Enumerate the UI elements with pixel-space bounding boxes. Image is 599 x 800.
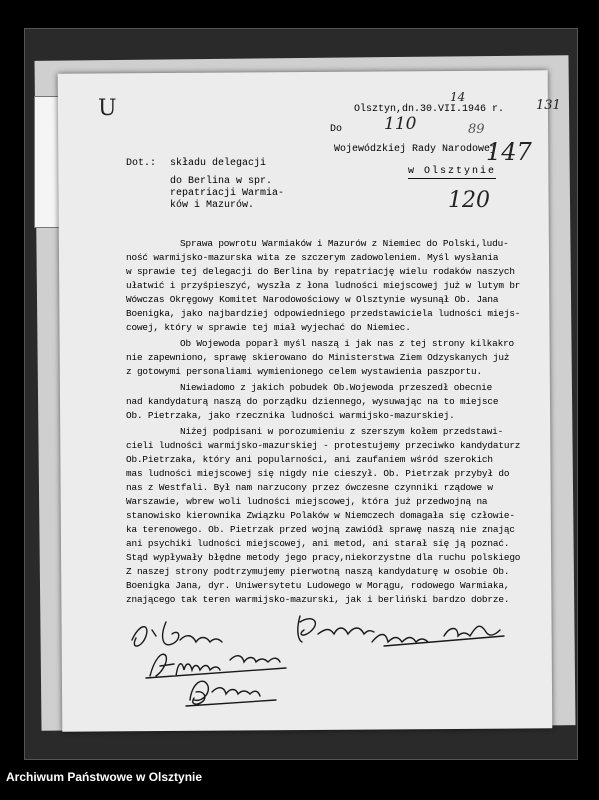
body-line: nad kandydaturą naszą do porządku dziennego, wysuwając na to miejsce xyxy=(126,396,499,407)
body-line: znającego tak teren warmijsko-mazurski, jak i berliński bardzo dobrze. xyxy=(126,594,510,605)
recipient-line: w Olsztynie xyxy=(408,166,497,177)
body-line: stanowisko kierownika Związku Polaków w Niemczech domagała się człowie- xyxy=(126,510,515,521)
archive-footer: Archiwum Państwowe w Olsztynie xyxy=(6,770,203,784)
body-line: Z naszej strony podtrzymujemy pierwotną naszą kandydaturę w osobie Ob. xyxy=(126,566,510,577)
body-line: Niewiadomo z jakich pobudek Ob.Wojewoda przeszedł obecnie xyxy=(180,382,493,393)
subject-line: repatriacji Warmia- xyxy=(170,188,285,199)
body-line: w sprawie tej delegacji do Berlina by repatriację wielu rodaków naszych xyxy=(126,266,515,277)
body-line: mas ludności miejscowej się nigdy nie cieszył. Ob. Pietrzak przybył do xyxy=(126,468,510,479)
handwritten-number: 131 xyxy=(536,98,561,113)
body-line: cowej, który w sprawie tej miał wyjechać do Niemiec. xyxy=(126,322,411,333)
handwritten-mark: 14 xyxy=(450,90,466,104)
subject-line: składu delegacji xyxy=(170,158,267,169)
body-line: ułatwić i przyśpieszyć, wyszła z łona ludności miejscowej już w lutym br xyxy=(126,280,521,291)
body-line: Boenigka, jako najbardziej odpowiedniego przedstawiciela ludności miejs- xyxy=(126,308,521,319)
recipient-line: Wojewódzkiej Rady Narodowej xyxy=(334,144,497,155)
body-line: Ob.Pietrzaka, który ani popularności, ani zaufaniem wśród szerokich xyxy=(126,454,493,465)
body-line: Ob. Pietrzaka, jako rzecznika ludności warmijsko-mazurskiej. xyxy=(126,410,455,421)
handwritten-to-number: 110 xyxy=(384,114,417,134)
body-line: Wówczas Okręgowy Komitet Narodowościowy w Olsztynie wysunął Ob. Jana xyxy=(126,294,499,305)
handwritten-mark: 120 xyxy=(448,188,490,213)
body-line: Ob Wojewoda poparł myśl naszą i jak nas z tej strony kilkakro xyxy=(180,338,515,349)
body-line: cieli ludności warmijsko-mazurskiej - protestujemy przeciwko kandydaturz xyxy=(126,440,521,451)
subject-label: Dot.: xyxy=(126,158,157,169)
handwritten-mark: 147 xyxy=(486,138,532,166)
body-line: ność warmijsko-mazurska wita ze szczerym zadowoleniem. Myśl wysłania xyxy=(126,252,499,263)
subject-line: ków i Mazurów. xyxy=(170,200,255,211)
body-line: Sprawa powrotu Warmiaków i Mazurów z Niemiec do Polski,ludu- xyxy=(180,238,509,249)
body-line: nie zapewniono, sprawę skierowano do Ministerstwa Ziem Odzyskanych już xyxy=(126,352,510,363)
body-line: Stąd wypływały błędne metody jego pracy,niekorzystne dla ruchu polskiego xyxy=(126,552,521,563)
body-line: z gotowymi personaliami wymienionego celem wystawienia paszportu. xyxy=(126,366,482,377)
body-line: nas z Westfali. Był nam narzucony przez ówczesne czynniki rządowe w xyxy=(126,482,493,493)
place-date: Olsztyn,dn.30.VII.1946 r. xyxy=(354,104,505,115)
handwritten-mark-u: U xyxy=(98,96,117,121)
body-line: Warszawie, wbrew woli ludności miejscowej, która już przedwojną na xyxy=(126,496,488,507)
body-line: Boenigka Jana, dyr. Uniwersytetu Ludowego w Morągu, rodowego Warmiaka, xyxy=(126,580,510,591)
handwritten-mark: 89 xyxy=(468,122,485,137)
body-line: ani psychiki ludności miejscowej, ani metod, ani starał się ją poznać. xyxy=(126,538,510,549)
to-label: Do xyxy=(330,124,343,135)
body-line: ka terenowego. Ob. Pietrzak przed wojną zawiódł sprawę naszą nie znając xyxy=(126,524,515,535)
subject-line: do Berlina w spr. xyxy=(170,176,273,187)
body-line: Niżej podpisani w porozumieniu z szerszym kołem przedstawi- xyxy=(180,426,504,437)
